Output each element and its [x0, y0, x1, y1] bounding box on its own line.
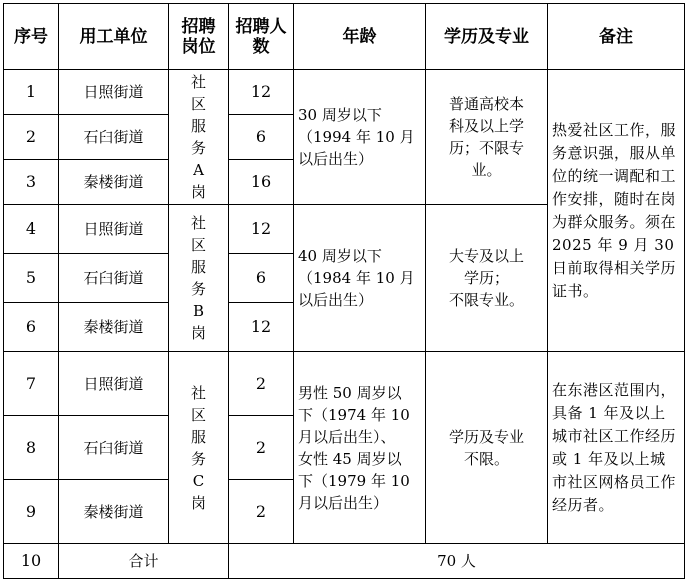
- note-c: 在东港区范围内，具备 1 年及以上城市社区工作经历或 1 年及以上城市社区网格员工作经历者。: [548, 352, 685, 544]
- table-row: [4, 352, 685, 416]
- position-a: 社区 服务 A 岗: [169, 70, 229, 205]
- header-position: 招聘 岗位: [169, 4, 229, 70]
- row-unit: 秦楼街道: [59, 303, 169, 352]
- recruitment-table: [3, 3, 685, 579]
- header-count: 招聘人 数: [229, 4, 294, 70]
- header-no: 序号: [4, 4, 59, 70]
- row-no: 8: [4, 416, 59, 480]
- row-count: 16: [229, 160, 294, 205]
- position-c: 社区 服务 C 岗: [169, 352, 229, 544]
- total-row: [4, 544, 685, 579]
- row-unit: 日照街道: [59, 205, 169, 254]
- row-count: 2: [229, 352, 294, 416]
- row-count: 12: [229, 70, 294, 115]
- education-a: 普通高校本 科及以上学 历；不限专 业。: [426, 70, 548, 205]
- row-no: 4: [4, 205, 59, 254]
- header-note: 备注: [548, 4, 685, 70]
- row-unit: 秦楼街道: [59, 160, 169, 205]
- note-ab: 热爱社区工作，服务意识强，服从单位的统一调配和工作安排，随时在岗为群众服务。须在 2025 年 9 月 30 日前取得相关学历证书。: [548, 70, 685, 352]
- row-count: 6: [229, 115, 294, 160]
- row-no: 5: [4, 254, 59, 303]
- row-count: 6: [229, 254, 294, 303]
- age-b: 40 周岁以下 （1984 年 10 月 以后出生）: [294, 205, 426, 352]
- total-no: 10: [4, 544, 59, 579]
- education-b: 大专及以上 学历； 不限专业。: [426, 205, 548, 352]
- row-no: 6: [4, 303, 59, 352]
- age-c: 男性 50 周岁以 下（1974 年 10 月以后出生）、 女性 45 周岁以 下（1979 年 10 月以后出生）: [294, 352, 426, 544]
- row-no: 7: [4, 352, 59, 416]
- row-no: 2: [4, 115, 59, 160]
- row-unit: 秦楼街道: [59, 480, 169, 544]
- row-count: 12: [229, 205, 294, 254]
- header-age: 年龄: [294, 4, 426, 70]
- row-unit: 石臼街道: [59, 416, 169, 480]
- header-education: 学历及专业: [426, 4, 548, 70]
- header-unit: 用工单位: [59, 4, 169, 70]
- age-a: 30 周岁以下 （1994 年 10 月 以后出生）: [294, 70, 426, 205]
- total-label: 合计: [59, 544, 229, 579]
- row-no: 9: [4, 480, 59, 544]
- row-unit: 日照街道: [59, 352, 169, 416]
- row-count: 12: [229, 303, 294, 352]
- position-b: 社区 服务 B 岗: [169, 205, 229, 352]
- education-c: 学历及专业 不限。: [426, 352, 548, 544]
- row-no: 1: [4, 70, 59, 115]
- row-no: 3: [4, 160, 59, 205]
- row-unit: 日照街道: [59, 70, 169, 115]
- row-unit: 石臼街道: [59, 254, 169, 303]
- row-count: 2: [229, 416, 294, 480]
- row-unit: 石臼街道: [59, 115, 169, 160]
- table-row: [4, 70, 685, 115]
- total-value: 70 人: [229, 544, 685, 579]
- row-count: 2: [229, 480, 294, 544]
- header-row: [4, 4, 685, 70]
